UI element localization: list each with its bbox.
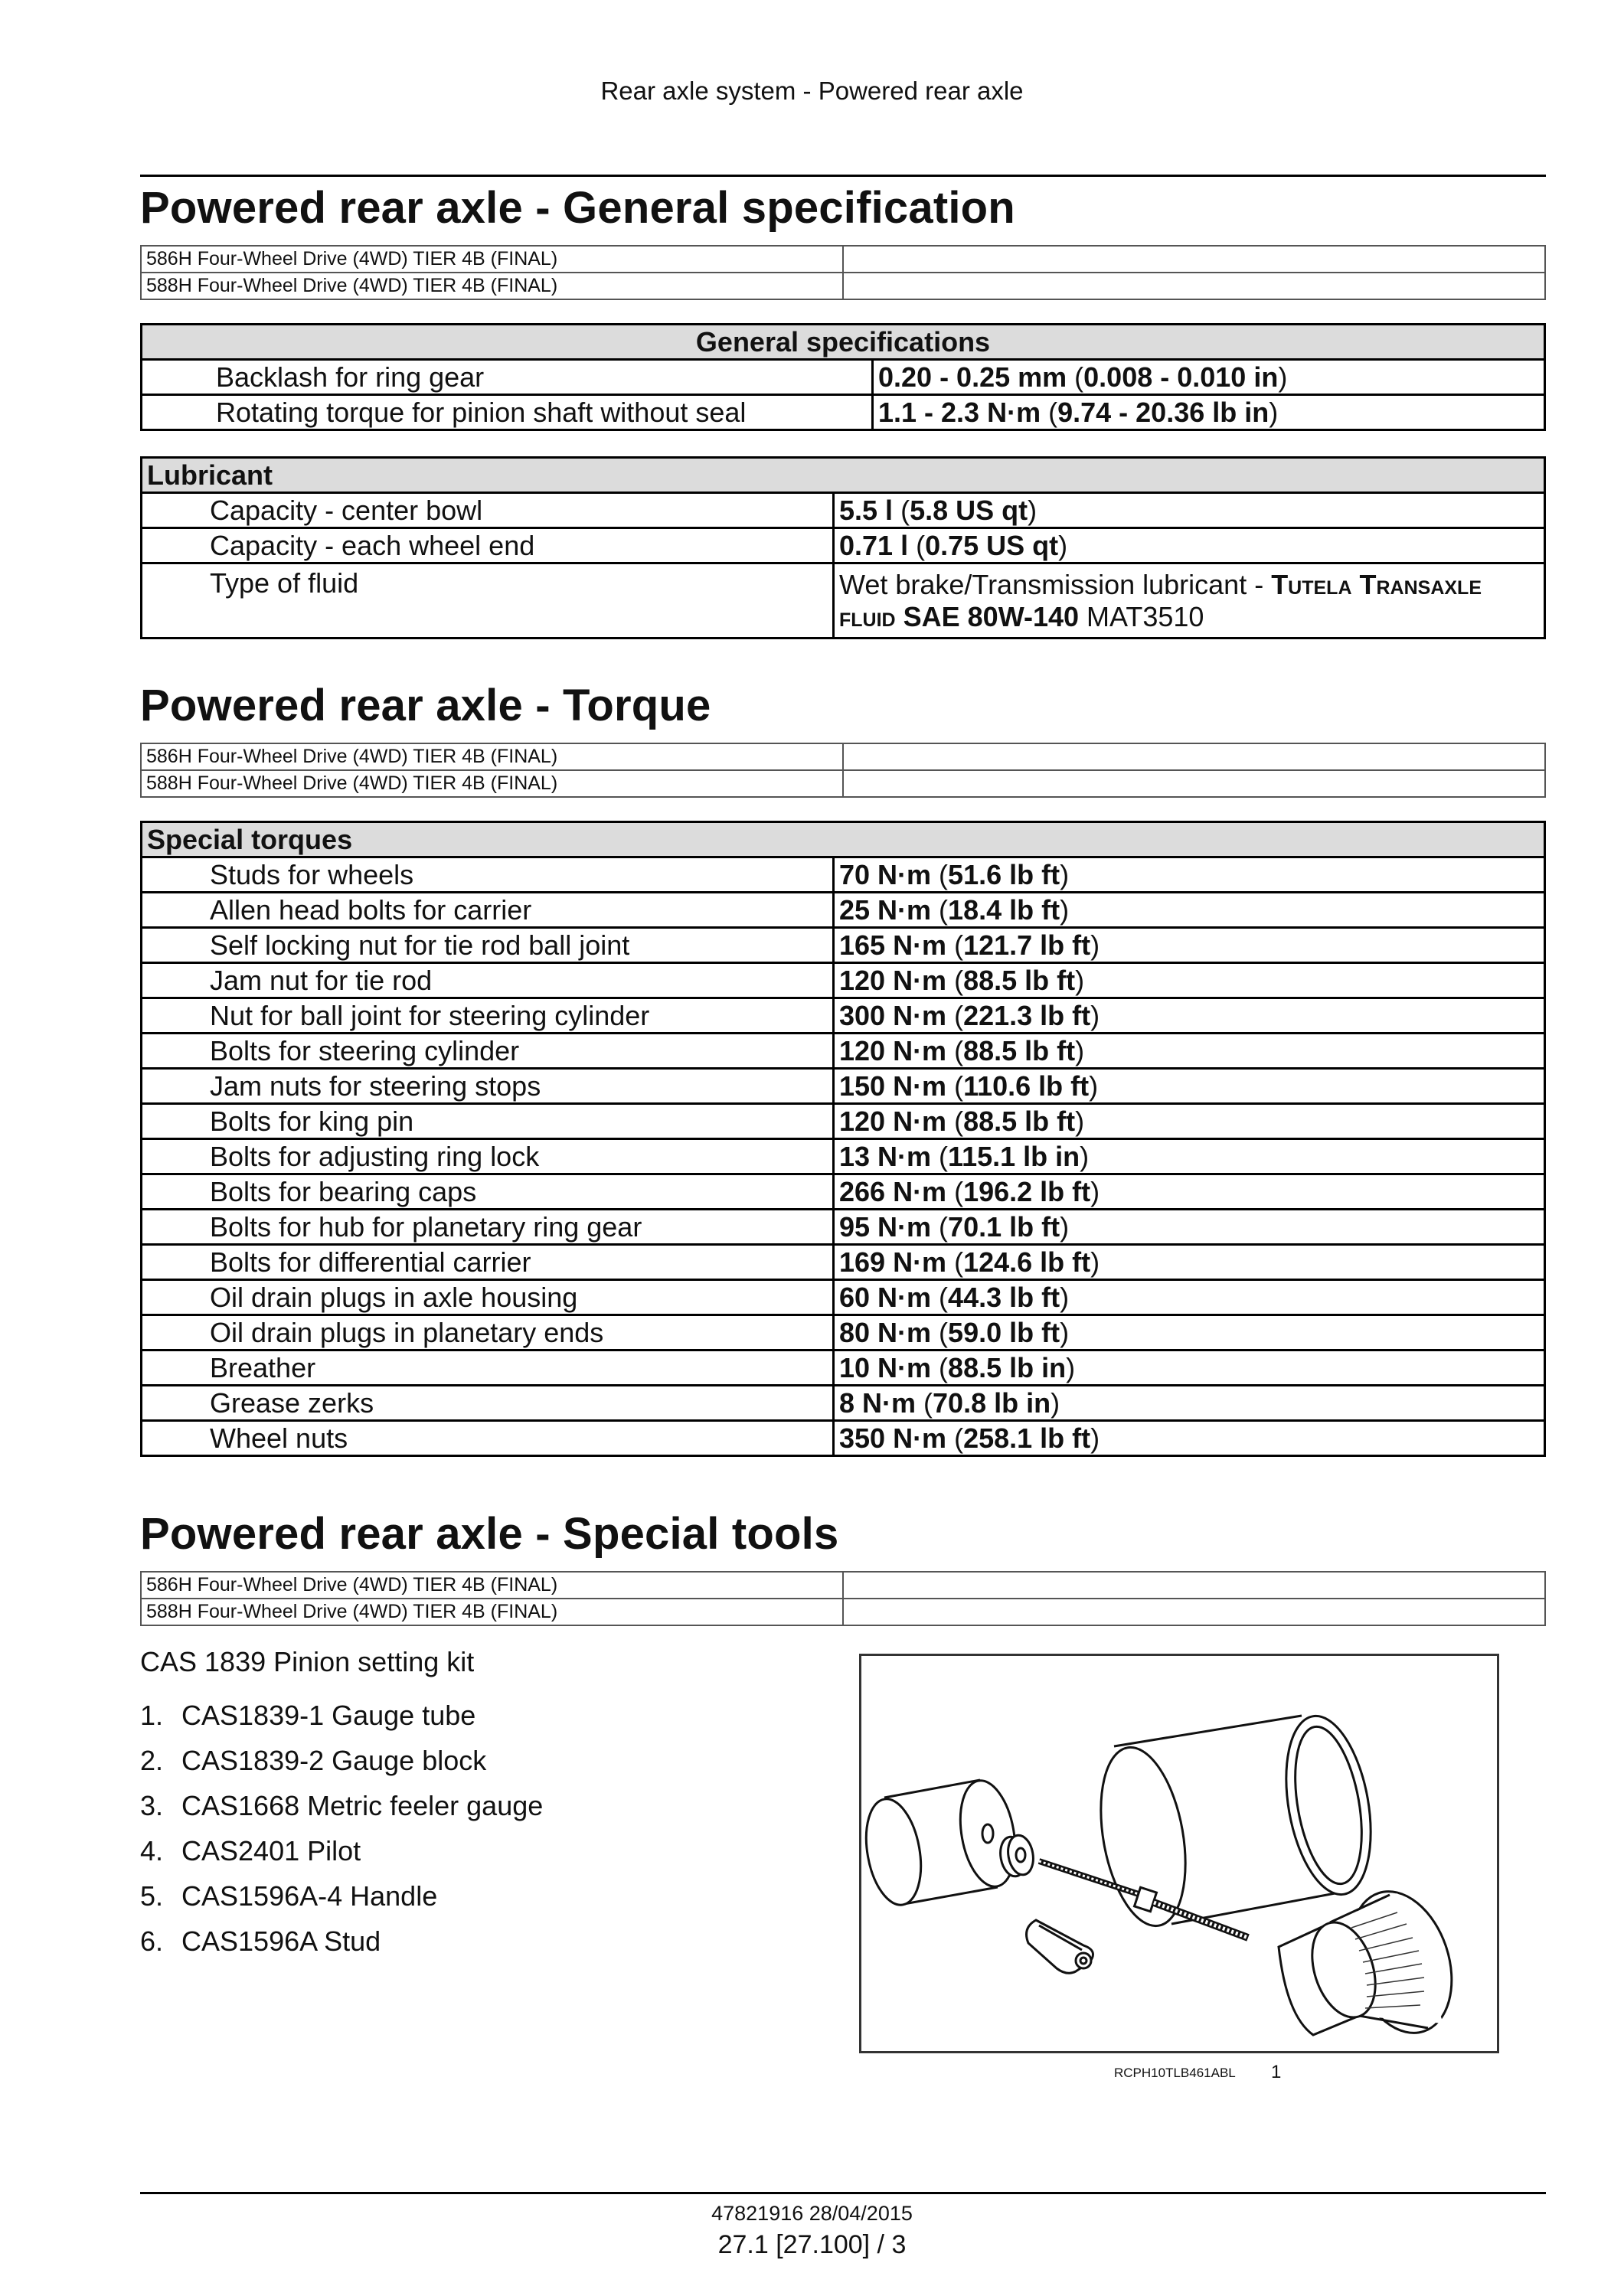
spec-value: 0.71 l (0.75 US qt) xyxy=(834,528,1545,563)
tool-item-number: 3. xyxy=(140,1790,164,1821)
torque-value: 13 N·m (115.1 lb in) xyxy=(834,1139,1545,1174)
torque-row xyxy=(142,1245,1545,1280)
torque-row xyxy=(142,1280,1545,1315)
model-empty-cell xyxy=(843,1572,1545,1599)
table-header: Special torques xyxy=(142,822,1545,857)
spec-row xyxy=(142,528,1545,563)
spec-row xyxy=(142,563,1545,639)
model-table-general xyxy=(140,245,1546,300)
torque-label: Bolts for hub for planetary ring gear xyxy=(142,1210,834,1245)
torque-value: 95 N·m (70.1 lb ft) xyxy=(834,1210,1545,1245)
tool-item-number: 5. xyxy=(140,1880,164,1912)
model-empty-cell xyxy=(843,743,1545,770)
torque-value: 165 N·m (121.7 lb ft) xyxy=(834,928,1545,963)
torque-label: Studs for wheels xyxy=(142,857,834,893)
model-empty-cell xyxy=(843,246,1545,273)
tools-intro: CAS 1839 Pinion setting kit xyxy=(140,1646,475,1677)
torque-row xyxy=(142,1104,1545,1139)
table-header: Lubricant xyxy=(142,458,1545,493)
tool-item-number: 2. xyxy=(140,1745,164,1776)
torque-value: 266 N·m (196.2 lb ft) xyxy=(834,1174,1545,1210)
torque-label: Bolts for steering cylinder xyxy=(142,1034,834,1069)
tool-item-number: 4. xyxy=(140,1835,164,1867)
torque-label: Jam nut for tie rod xyxy=(142,963,834,998)
torque-row xyxy=(142,1034,1545,1069)
tool-item-number: 6. xyxy=(140,1925,164,1957)
torque-value: 300 N·m (221.3 lb ft) xyxy=(834,998,1545,1034)
spec-label: Type of fluid xyxy=(142,563,834,639)
torque-value: 150 N·m (110.6 lb ft) xyxy=(834,1069,1545,1104)
spec-label: Capacity - center bowl xyxy=(142,493,834,528)
torque-row xyxy=(142,1315,1545,1350)
torque-label: Bolts for differential carrier xyxy=(142,1245,834,1280)
tool-item-text: CAS1596A-4 Handle xyxy=(181,1880,438,1912)
torque-row xyxy=(142,857,1545,893)
running-header: Rear axle system - Powered rear axle xyxy=(600,77,1024,105)
general-spec-table xyxy=(140,323,1546,431)
model-table-torque xyxy=(140,743,1546,798)
model-cell: 586H Four-Wheel Drive (4WD) TIER 4B (FINAL) xyxy=(141,246,843,273)
torque-value: 8 N·m (70.8 lb in) xyxy=(834,1386,1545,1421)
spec-value-fluid: Wet brake/Transmission lubricant - Tutela Transaxle fluid SAE 80W-140 MAT3510 xyxy=(834,563,1545,639)
section-title-tools: Powered rear axle - Special tools xyxy=(140,1509,839,1559)
footer-page-number: 27.1 [27.100] / 3 xyxy=(717,2230,907,2259)
tool-item-text: CAS1839-1 Gauge tube xyxy=(181,1700,476,1731)
tool-item-text: CAS1668 Metric feeler gauge xyxy=(181,1790,544,1821)
model-cell: 588H Four-Wheel Drive (4WD) TIER 4B (FINAL) xyxy=(141,770,843,797)
torque-label: Allen head bolts for carrier xyxy=(142,893,834,928)
lubricant-table xyxy=(140,456,1546,639)
spec-value: 0.20 - 0.25 mm (0.008 - 0.010 in) xyxy=(873,360,1545,395)
model-table-tools xyxy=(140,1571,1546,1626)
figure-caption: RCPH10TLB461ABL xyxy=(1114,2066,1236,2080)
tool-kit-figure xyxy=(859,1654,1499,2053)
spec-row xyxy=(142,493,1545,528)
torque-value: 169 N·m (124.6 lb ft) xyxy=(834,1245,1545,1280)
torque-value: 80 N·m (59.0 lb ft) xyxy=(834,1315,1545,1350)
tools-list xyxy=(140,1646,543,1971)
torque-label: Breather xyxy=(142,1350,834,1386)
figure-number: 1 xyxy=(1271,2062,1282,2082)
spec-label: Rotating torque for pinion shaft without seal xyxy=(142,395,873,430)
spec-value: 1.1 - 2.3 N·m (9.74 - 20.36 lb in) xyxy=(873,395,1545,430)
tool-item-text: CAS1596A Stud xyxy=(181,1925,381,1957)
model-empty-cell xyxy=(843,1599,1545,1625)
torque-value: 120 N·m (88.5 lb ft) xyxy=(834,1104,1545,1139)
torque-label: Jam nuts for steering stops xyxy=(142,1069,834,1104)
torque-value: 350 N·m (258.1 lb ft) xyxy=(834,1421,1545,1456)
tool-item xyxy=(140,1835,543,1880)
model-cell: 586H Four-Wheel Drive (4WD) TIER 4B (FINAL) xyxy=(141,743,843,770)
torque-label: Oil drain plugs in planetary ends xyxy=(142,1315,834,1350)
tool-item-text: CAS1839-2 Gauge block xyxy=(181,1745,487,1776)
tool-item xyxy=(140,1925,543,1971)
bottom-rule xyxy=(140,2192,1546,2194)
torque-label: Nut for ball joint for steering cylinder xyxy=(142,998,834,1034)
torque-label: Wheel nuts xyxy=(142,1421,834,1456)
model-row xyxy=(141,273,1545,299)
torque-label: Bolts for king pin xyxy=(142,1104,834,1139)
tool-item-number: 1. xyxy=(140,1700,164,1731)
spec-row xyxy=(142,395,1545,430)
tool-item xyxy=(140,1745,543,1790)
tool-item xyxy=(140,1790,543,1835)
model-empty-cell xyxy=(843,770,1545,797)
torque-row xyxy=(142,1174,1545,1210)
torque-row xyxy=(142,928,1545,963)
torque-row xyxy=(142,1069,1545,1104)
torque-value: 70 N·m (51.6 lb ft) xyxy=(834,857,1545,893)
tool-item xyxy=(140,1700,543,1745)
spec-label: Backlash for ring gear xyxy=(142,360,873,395)
torque-label: Grease zerks xyxy=(142,1386,834,1421)
spec-value: 5.5 l (5.8 US qt) xyxy=(834,493,1545,528)
spec-row xyxy=(142,360,1545,395)
tool-item xyxy=(140,1880,543,1925)
torque-row xyxy=(142,998,1545,1034)
model-row xyxy=(141,246,1545,273)
torque-value: 25 N·m (18.4 lb ft) xyxy=(834,893,1545,928)
torque-row xyxy=(142,1210,1545,1245)
torque-label: Oil drain plugs in axle housing xyxy=(142,1280,834,1315)
torque-row xyxy=(142,893,1545,928)
spec-label: Capacity - each wheel end xyxy=(142,528,834,563)
tool-kit-illustration xyxy=(861,1656,1497,2051)
model-cell: 588H Four-Wheel Drive (4WD) TIER 4B (FINAL) xyxy=(141,1599,843,1625)
torque-label: Bolts for adjusting ring lock xyxy=(142,1139,834,1174)
section-title-torque: Powered rear axle - Torque xyxy=(140,681,711,730)
section-title-general: Powered rear axle - General specification xyxy=(140,183,1015,233)
torque-value: 10 N·m (88.5 lb in) xyxy=(834,1350,1545,1386)
torque-row xyxy=(142,963,1545,998)
torque-value: 60 N·m (44.3 lb ft) xyxy=(834,1280,1545,1315)
table-header: General specifications xyxy=(142,325,1545,360)
torque-table xyxy=(140,821,1546,1457)
torque-row xyxy=(142,1386,1545,1421)
tool-item-text: CAS2401 Pilot xyxy=(181,1835,361,1867)
model-empty-cell xyxy=(843,273,1545,299)
torque-label: Self locking nut for tie rod ball joint xyxy=(142,928,834,963)
torque-row xyxy=(142,1350,1545,1386)
model-cell: 588H Four-Wheel Drive (4WD) TIER 4B (FINAL) xyxy=(141,273,843,299)
torque-value: 120 N·m (88.5 lb ft) xyxy=(834,1034,1545,1069)
torque-value: 120 N·m (88.5 lb ft) xyxy=(834,963,1545,998)
footer-doc-id: 47821916 28/04/2015 xyxy=(711,2202,913,2225)
torque-row xyxy=(142,1421,1545,1456)
model-cell: 586H Four-Wheel Drive (4WD) TIER 4B (FINAL) xyxy=(141,1572,843,1599)
torque-label: Bolts for bearing caps xyxy=(142,1174,834,1210)
torque-row xyxy=(142,1139,1545,1174)
top-rule xyxy=(140,175,1546,177)
